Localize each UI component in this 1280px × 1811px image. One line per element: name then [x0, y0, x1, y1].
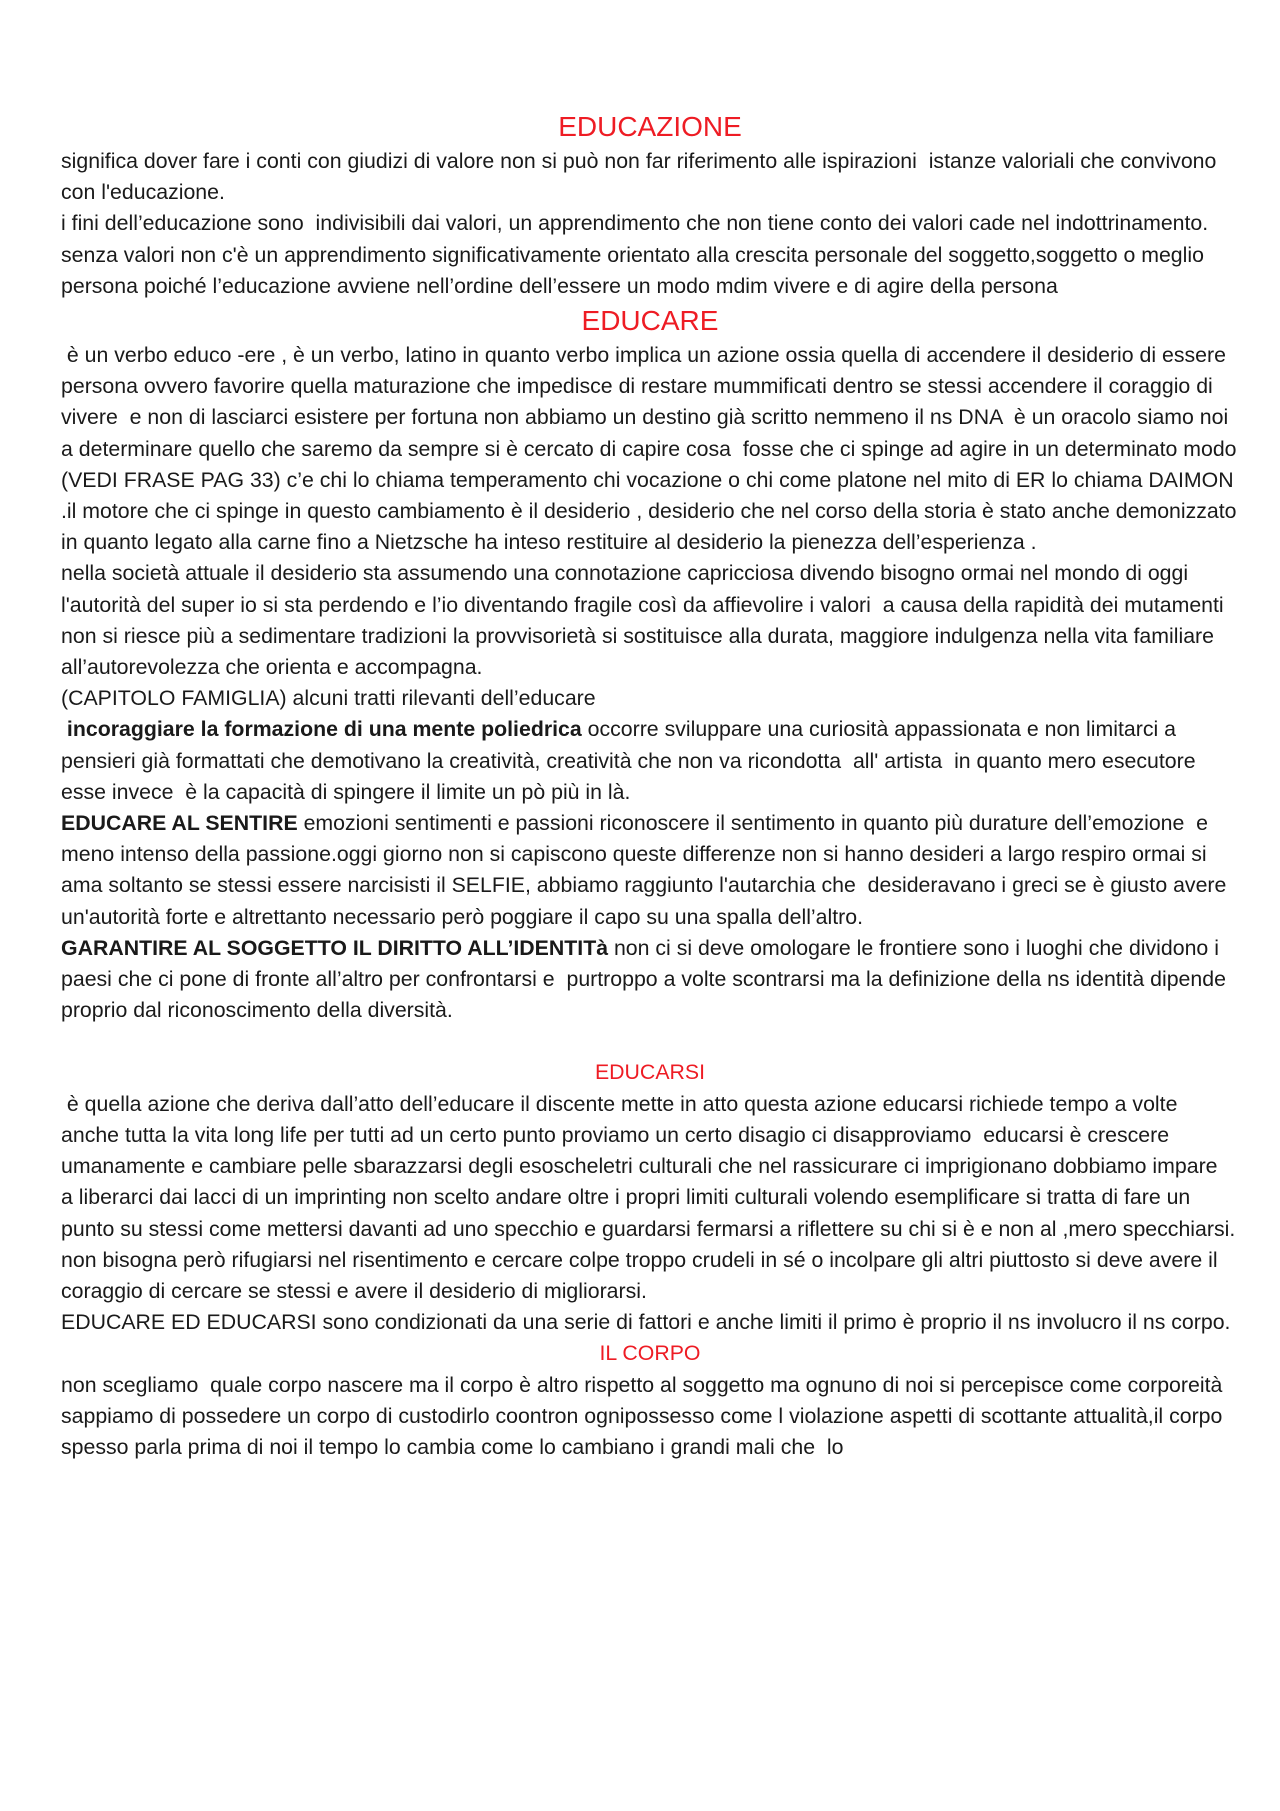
paragraph-point-2	[61, 808, 1239, 933]
bold-lead: incoraggiare la formazione di una mente poliedrica	[61, 717, 582, 742]
paragraph: è un verbo educo -ere , è un verbo, latino in quanto verbo implica un azione ossia quella di accendere il desiderio di essere persona ovvero favorire quella maturazione che impedisce di restare mummificati dentro se stessi accendere il coraggio di vivere e non di lasciarci esistere per fortuna non abbiamo un destino già scritto nemmeno il ns DNA è un oracolo siamo noi a determinare quello che saremo da sempre si è cercato di capire cosa fosse che ci spinge ad agire in un determinato modo (VEDI FRASE PAG 33) c’e chi lo chiama temperamento chi vocazione o chi come platone nel mito di ER lo chiama DAIMON .il motore che ci spinge in questo cambiamento è il desiderio , desiderio che nel corso della storia è stato anche demonizzato in quanto legato alla carne fino a Nietzsche ha inteso restituire al desiderio la pienezza dell’esperienza .	[61, 343, 1243, 555]
paragraph-text: occorre sviluppare una curiosità appassionata e non limitarci a pensieri già formattati che demotivano la creatività, creatività che non va ricondotta all' artista in quanto mero esecutore esse invece è la capacità di spingere il limite un pò più in là.	[61, 717, 1202, 804]
paragraph: (CAPITOLO FAMIGLIA) alcuni tratti rilevanti dell’educare	[61, 686, 596, 711]
spacer	[61, 1026, 1239, 1057]
paragraph: i fini dell’educazione sono indivisibili dai valori, un apprendimento che non tiene conto dei valori cade nel indottrinamento. senza valori non c'è un apprendimento significativamente orientato alla crescita personale del soggetto,soggetto o meglio persona poiché l’educazione avviene nell’ordine dell’essere un modo mdim vivere e di agire della persona	[61, 211, 1215, 298]
paragraph-point-3	[61, 933, 1239, 1027]
document-page	[61, 108, 1243, 1463]
paragraph-point-1	[61, 714, 1239, 808]
heading-educazione: EDUCAZIONE	[558, 111, 742, 142]
heading-educarsi: EDUCARSI	[594, 1060, 706, 1085]
bold-lead: GARANTIRE AL SOGGETTO IL DIRITTO ALL’IDENTITà	[61, 935, 609, 960]
paragraph: significa dover fare i conti con giudizi di valore non si può non far riferimento alle ispirazioni istanze valoriali che convivono con l'educazione.	[61, 149, 1223, 205]
heading-il-corpo: IL CORPO	[599, 1341, 701, 1366]
paragraph: non scegliamo quale corpo nascere ma il corpo è altro rispetto al soggetto ma ognuno di noi si percepisce come corporeità sappiamo di possedere un corpo di custodirlo coontron ognipossesso come l violazione aspetti di scottante attualità,il corpo spesso parla prima di noi il tempo lo cambia come lo cambiano i grandi mali che lo	[61, 1372, 1229, 1459]
paragraph-text: emozioni sentimenti e passioni riconoscere il sentimento in quanto più durature dell’emozione e meno intenso della passione.oggi giorno non si capiscono queste differenze non si hanno desideri a largo respiro ormai si ama soltanto se stessi essere narcisisti il SELFIE, abbiamo raggiunto l'autarchia che desideravano i greci se è giusto avere un'autorità forte e altrettanto necessario però poggiare il capo su una spalla dell’altro.	[61, 811, 1233, 929]
paragraph-text: non ci si deve omologare le frontiere sono i luoghi che dividono i paesi che ci pone di fronte all’altro per confrontarsi e purtroppo a volte scontrarsi ma la definizione della ns identità dipende proprio dal riconoscimento della diversità.	[61, 935, 1232, 1023]
bold-lead: EDUCARE AL SENTIRE	[61, 811, 298, 836]
paragraph: nella società attuale il desiderio sta assumendo una connotazione capricciosa divendo bisogno ormai nel mondo di oggi l'autorità del super io si sta perdendo e l’io diventando fragile così da affievolire i valori a causa della rapidità dei mutamenti non si riesce più a sedimentare tradizioni la provvisorietà si sostituisce alla durata, maggiore indulgenza nella vita familiare all’autorevolezza che orienta e accompagna.	[61, 561, 1230, 680]
heading-educare: EDUCARE	[581, 305, 719, 337]
paragraph: è quella azione che deriva dall’atto dell’educare il discente mette in atto questa azione educarsi richiede tempo a volte anche tutta la vita long life per tutti ad un certo punto proviamo un certo disagio ci disapproviamo educarsi è crescere umanamente e cambiare pelle sbarazzarsi degli esoscheletri culturali che nel rassicurare ci imprigionano dobbiamo impare a liberarci dai lacci di un imprinting non scelto andare oltre i propri limiti culturali volendo esemplificare si tratta di fare un punto su stessi come mettersi davanti ad uno specchio e guardarsi fermarsi a riflettere su chi si è e non al ,mero specchiarsi. non bisogna però rifugiarsi nel risentimento e cercare colpe troppo crudeli in sé o incolpare gli altri piuttosto si deve avere il coraggio di cercare se stessi e avere il desiderio di migliorarsi.	[61, 1091, 1242, 1303]
paragraph: EDUCARE ED EDUCARSI sono condizionati da una serie di fattori e anche limiti il primo è proprio il ns involucro il ns corpo.	[61, 1310, 1231, 1335]
